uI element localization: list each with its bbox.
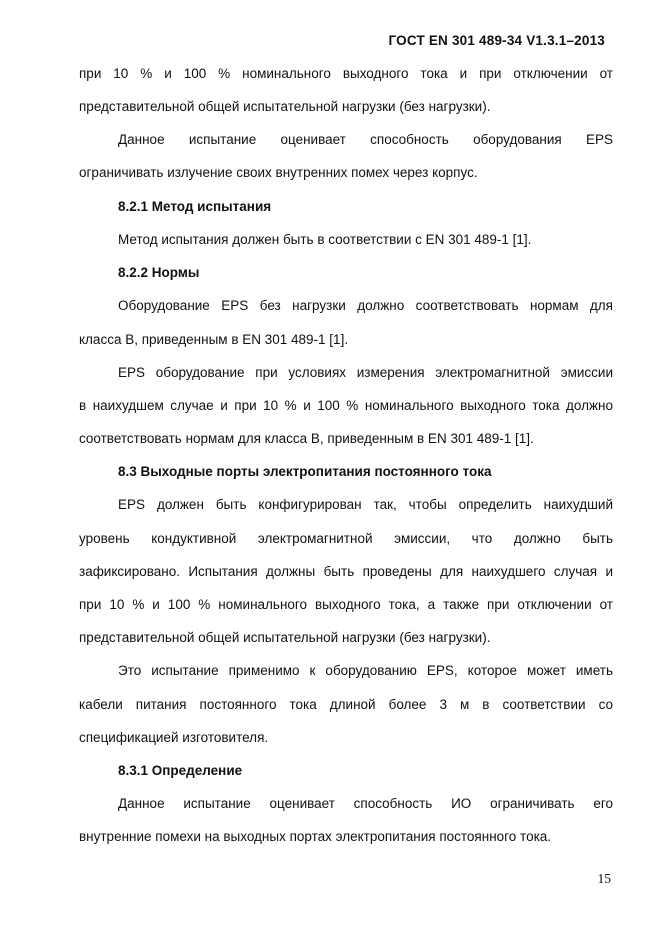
text-line: представительной общей испытательной нагрузки (без нагрузки). bbox=[79, 630, 491, 645]
text-line: уровень кондуктивной электромагнитной эмиссии, что должно быть bbox=[79, 531, 613, 546]
text-line: EPS оборудование при условиях измерения электромагнитной эмиссии bbox=[118, 365, 613, 380]
text-line: спецификацией изготовителя. bbox=[79, 730, 269, 745]
text-line: EPS должен быть конфигурирован так, чтобы определить наихудший bbox=[118, 497, 613, 512]
text-line: Оборудование EPS без нагрузки должно соответствовать нормам для bbox=[118, 298, 613, 313]
section-heading: 8.3 Выходные порты электропитания постоянного тока bbox=[118, 464, 492, 479]
text-line: ограничивать излучение своих внутренних помех через корпус. bbox=[79, 165, 478, 180]
text-line: Метод испытания должен быть в соответствии с EN 301 489-1 [1]. bbox=[118, 232, 532, 247]
section-heading: 8.3.1 Определение bbox=[118, 763, 243, 778]
section-heading: 8.2.2 Нормы bbox=[118, 265, 200, 280]
text-line: Это испытание применимо к оборудованию EPS, которое может иметь bbox=[118, 663, 613, 678]
text-line: в наихудшем случае и при 10 % и 100 % номинального выходного тока должно bbox=[79, 398, 613, 413]
page-number: 15 bbox=[597, 871, 611, 886]
text-line: зафиксировано. Испытания должны быть проведены для наихудшего случая и bbox=[79, 564, 613, 579]
text-line: при 10 % и 100 % номинального выходного тока, а также при отключении от bbox=[79, 597, 613, 612]
text-line: внутренние помехи на выходных портах электропитания постоянного тока. bbox=[79, 829, 552, 844]
text-line: класса B, приведенным в EN 301 489-1 [1]. bbox=[79, 332, 349, 347]
text-line: Данное испытание оценивает способность оборудования EPS bbox=[118, 132, 613, 147]
text-line: кабели питания постоянного тока длиной более 3 м в соответствии со bbox=[79, 697, 613, 712]
text-line: при 10 % и 100 % номинального выходного тока и при отключении от bbox=[79, 66, 613, 81]
document-header: ГОСТ EN 301 489-34 V1.3.1–2013 bbox=[388, 33, 605, 48]
section-heading: 8.2.1 Метод испытания bbox=[118, 199, 272, 214]
text-line: представительной общей испытательной нагрузки (без нагрузки). bbox=[79, 99, 491, 114]
text-line: соответствовать нормам для класса B, приведенным в EN 301 489-1 [1]. bbox=[79, 431, 534, 446]
text-line: Данное испытание оценивает способность ИО ограничивать его bbox=[118, 796, 613, 811]
